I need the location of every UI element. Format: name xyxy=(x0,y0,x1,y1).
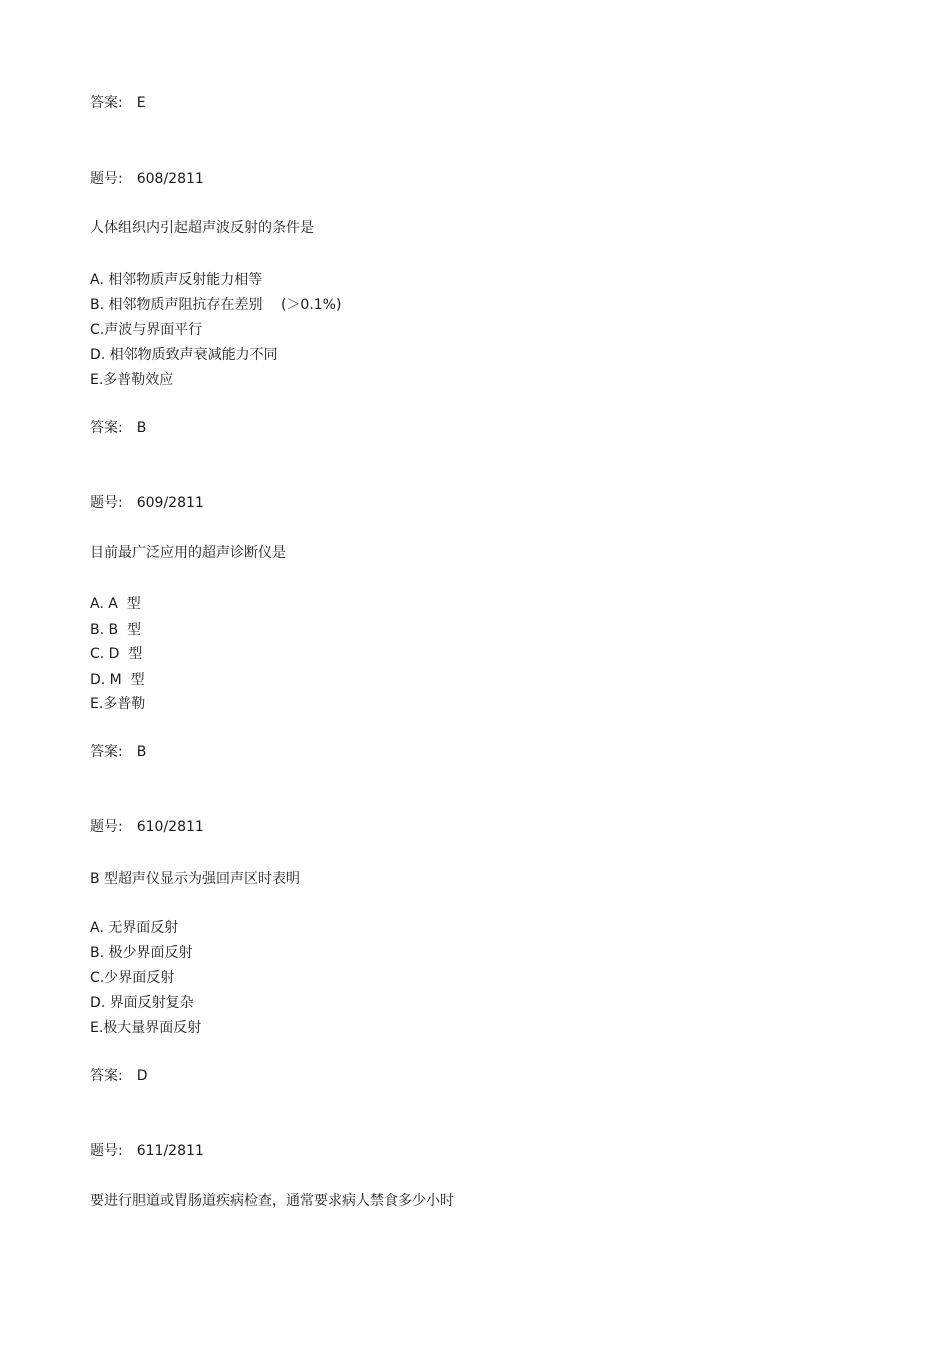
answer-line xyxy=(90,1067,148,1085)
option-d: D. M 型 xyxy=(90,672,145,688)
option-a: A. 无界面反射 xyxy=(90,920,179,936)
option-a: A. 相邻物质声反射能力相等 xyxy=(90,272,263,288)
question-number: 611/2811 xyxy=(136,1143,204,1159)
question-number: 610/2811 xyxy=(136,819,204,835)
question-number: 609/2811 xyxy=(136,495,204,511)
question-number-label: 题号: xyxy=(90,819,123,835)
answer-line xyxy=(90,419,146,437)
answer-label: 答案: xyxy=(90,744,123,760)
answer-value: D xyxy=(136,1068,148,1084)
answer-label: 答案: xyxy=(90,95,123,111)
answer-line xyxy=(90,94,146,112)
question-stem: 目前最广泛应用的超声诊断仪是 xyxy=(90,545,286,561)
question-number-label: 题号: xyxy=(90,1143,123,1159)
question-number-line xyxy=(90,1142,204,1160)
answer-label: 答案: xyxy=(90,420,123,436)
question-number-line xyxy=(90,170,204,188)
option-c: C.声波与界面平行 xyxy=(90,322,203,338)
answer-line xyxy=(90,743,146,761)
option-b: B. 极少界面反射 xyxy=(90,945,193,961)
question-number: 608/2811 xyxy=(136,171,204,187)
option-e: E.多普勒效应 xyxy=(90,372,174,388)
answer-value: E xyxy=(136,95,146,111)
question-number-line xyxy=(90,494,204,512)
option-d: D. 界面反射复杂 xyxy=(90,995,194,1011)
option-e: E.极大量界面反射 xyxy=(90,1020,202,1036)
option-b: B. B 型 xyxy=(90,622,142,638)
option-a: A. A 型 xyxy=(90,596,141,612)
option-e: E.多普勒 xyxy=(90,696,146,712)
question-stem: B 型超声仪显示为强回声区时表明 xyxy=(90,871,301,887)
question-stem: 人体组织内引起超声波反射的条件是 xyxy=(90,220,314,236)
answer-label: 答案: xyxy=(90,1068,123,1084)
option-c: C. D 型 xyxy=(90,646,143,662)
question-number-label: 题号: xyxy=(90,495,123,511)
answer-value: B xyxy=(136,420,147,436)
question-number-label: 题号: xyxy=(90,171,123,187)
question-number-line xyxy=(90,818,204,836)
option-b: B. 相邻物质声阻抗存在差别 (＞0.1%) xyxy=(90,297,342,313)
option-d: D. 相邻物质致声衰减能力不同 xyxy=(90,347,278,363)
option-c: C.少界面反射 xyxy=(90,970,175,986)
answer-value: B xyxy=(136,744,147,760)
question-stem: 要进行胆道或胃肠道疾病检查，通常要求病人禁食多少小时 xyxy=(90,1193,454,1209)
